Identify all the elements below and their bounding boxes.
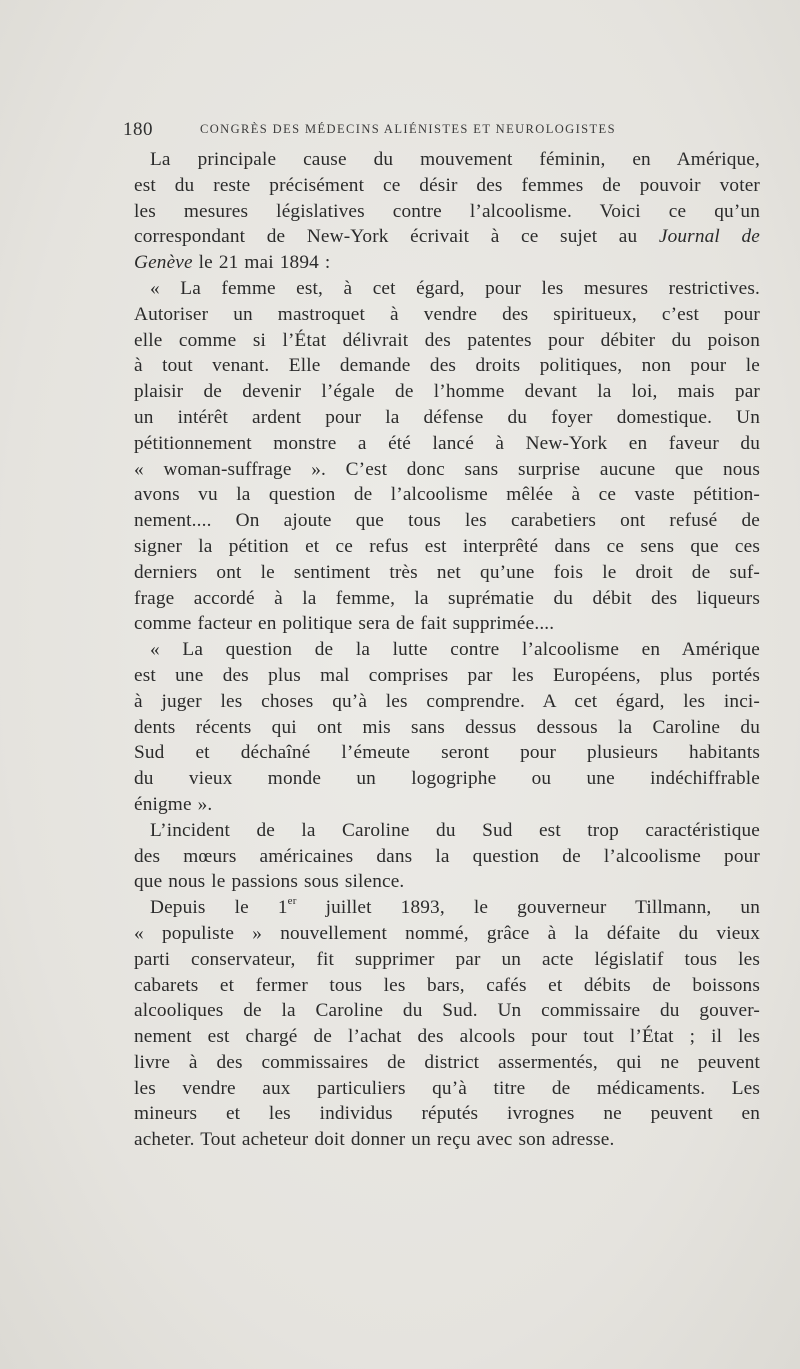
text-line: pétitionnement monstre a été lancé à New-York en faveur du bbox=[134, 432, 760, 454]
text-line: L’incident de la Caroline du Sud est trop caractéristique bbox=[150, 819, 760, 841]
text-line: dents récents qui ont mis sans dessus dessous la Caroline du bbox=[134, 716, 760, 738]
text-line: est une des plus mal comprises par les Européens, plus portés bbox=[134, 664, 760, 686]
text-line: comme facteur en politique sera de fait supprimée.... bbox=[134, 613, 555, 635]
text-line: parti conservateur, fit supprimer par un acte législatif tous les bbox=[134, 948, 760, 970]
text-line: énigme ». bbox=[134, 793, 213, 815]
text-line: mineurs et les individus réputés ivrognes ne peuvent en bbox=[134, 1103, 760, 1125]
text-line: un intérêt ardent pour la défense du foyer domestique. Un bbox=[134, 406, 760, 428]
text-line: à tout venant. Elle demande des droits politiques, non pour le bbox=[134, 355, 760, 377]
text-line: à juger les choses qu’à les comprendre. A cet égard, les inci- bbox=[134, 690, 760, 712]
text-line: frage accordé à la femme, la suprématie du débit des liqueurs bbox=[134, 587, 760, 609]
text-line: les vendre aux particuliers qu’à titre de médicaments. Les bbox=[134, 1077, 760, 1099]
text-line bbox=[134, 250, 760, 276]
running-head bbox=[120, 119, 700, 143]
journal-title: Journal de bbox=[658, 226, 760, 248]
text-line: « populiste » nouvellement nommé, grâce à la défaite du vieux bbox=[134, 922, 760, 944]
text-line: Sud et déchaîné l’émeute seront pour plusieurs habitants bbox=[134, 742, 760, 764]
text-line: plaisir de devenir l’égale de l’homme devant la loi, mais par bbox=[134, 381, 760, 403]
text-line: des mœurs américaines dans la question de l’alcoolisme pour bbox=[134, 845, 760, 867]
text-line bbox=[134, 224, 760, 250]
page-number: 180 bbox=[123, 119, 153, 140]
text-line: « woman-suffrage ». C’est donc sans surprise aucune que nous bbox=[134, 458, 760, 480]
text-line: Autoriser un mastroquet à vendre des spiritueux, c’est pour bbox=[134, 303, 760, 325]
running-title: CONGRÈS DES MÉDECINS ALIÉNISTES ET NEUROLOGISTES bbox=[200, 122, 616, 136]
text-line: nement est chargé de l’achat des alcools pour tout l’État ; il les bbox=[134, 1026, 760, 1048]
ordinal-superscript: er bbox=[287, 895, 297, 907]
text-segment: Depuis le 1 bbox=[150, 897, 288, 919]
text-line: avons vu la question de l’alcoolisme mêlée à ce vaste pétition- bbox=[134, 484, 760, 506]
text-line: La principale cause du mouvement féminin, en Amérique, bbox=[150, 149, 760, 170]
journal-title-end: Genève bbox=[134, 252, 193, 274]
body-text bbox=[134, 147, 760, 1153]
text-line: alcooliques de la Caroline du Sud. Un commissaire du gouver- bbox=[134, 1000, 760, 1022]
text-line: « La femme est, à cet égard, pour les mesures restrictives. bbox=[150, 277, 760, 299]
text-segment: juillet 1893, le gouverneur Tillmann, un bbox=[296, 897, 760, 919]
text-line: elle comme si l’État délivrait des patentes pour débiter du poison bbox=[134, 329, 760, 351]
text-line: « La question de la lutte contre l’alcoolisme en Amérique bbox=[150, 639, 760, 661]
text-segment: correspondant de New-York écrivait à ce sujet au bbox=[134, 226, 659, 248]
text-line: acheter. Tout acheteur doit donner un reçu avec son adresse. bbox=[134, 1129, 615, 1151]
text-line: les mesures législatives contre l’alcoolisme. Voici ce qu’un bbox=[134, 200, 760, 222]
text-line: du vieux monde un logogriphe ou une indéchiffrable bbox=[134, 768, 760, 790]
text-line: cabarets et fermer tous les bars, cafés et débits de boissons bbox=[134, 974, 760, 996]
text-line bbox=[134, 895, 760, 921]
text-line: est du reste précisément ce désir des femmes de pouvoir voter bbox=[134, 174, 760, 196]
text-segment: le 21 mai 1894 : bbox=[192, 252, 331, 274]
text-line: derniers ont le sentiment très net qu’une fois le droit de suf- bbox=[134, 561, 760, 583]
text-line: signer la pétition et ce refus est interprêté dans ce sens que ces bbox=[134, 535, 760, 557]
text-line: que nous le passions sous silence. bbox=[134, 871, 405, 893]
text-line: livre à des commissaires de district assermentés, qui ne peuvent bbox=[134, 1051, 760, 1073]
text-line: nement.... On ajoute que tous les carabetiers ont refusé de bbox=[134, 510, 760, 532]
